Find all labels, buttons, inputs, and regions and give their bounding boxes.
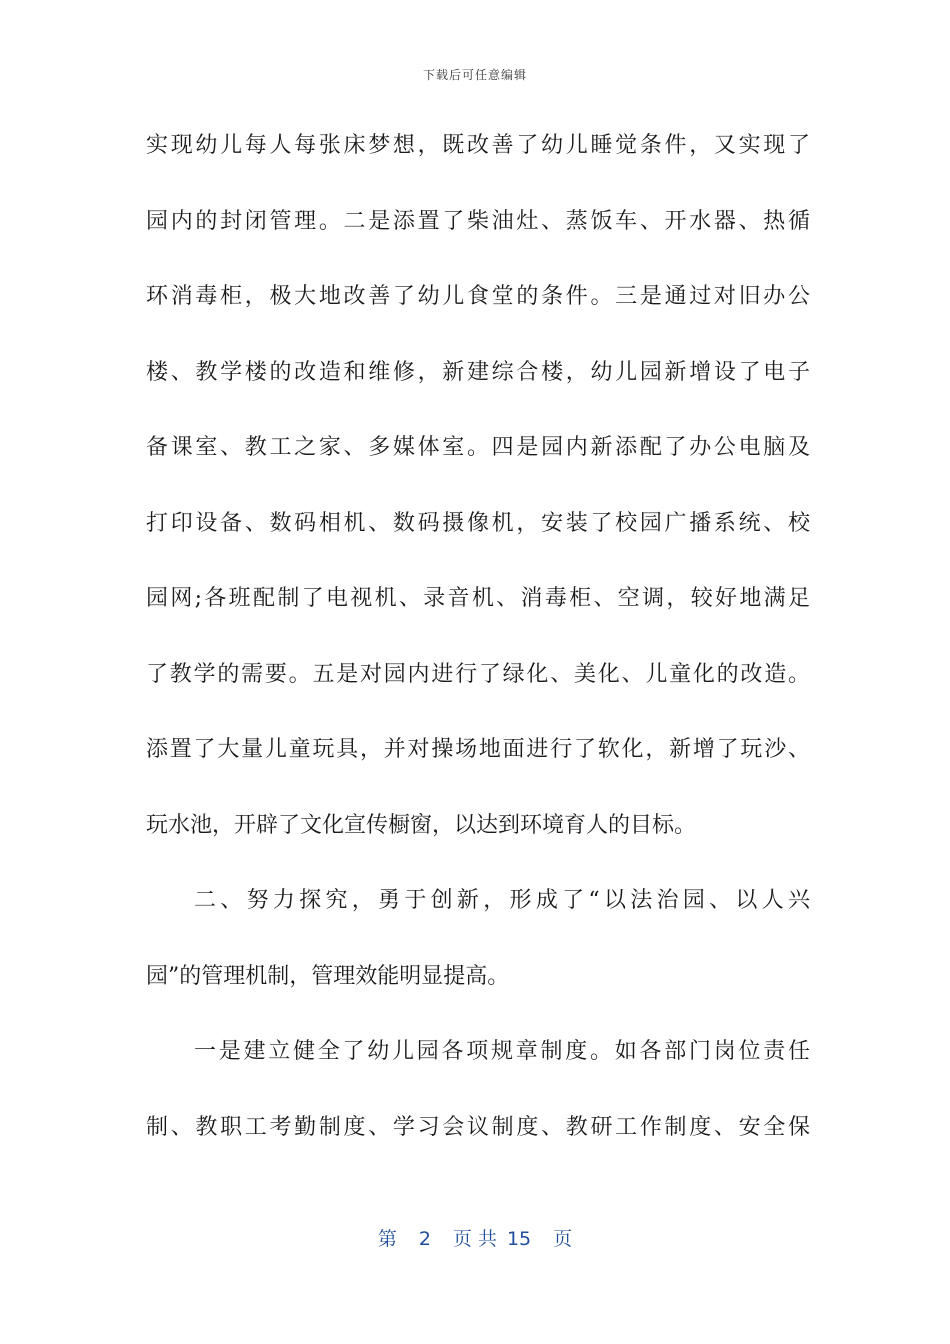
footer-suffix: 页 — [553, 1228, 573, 1250]
text-line: 备课室、教工之家、多媒体室。四是园内新添配了办公电脑及 — [146, 435, 810, 460]
footer-prefix: 第 — [377, 1228, 397, 1250]
text-line: 楼、教学楼的改造和维修，新建综合楼，幼儿园新增设了电子 — [146, 359, 810, 385]
document-body — [146, 118, 810, 1175]
text-line: 一是建立健全了幼儿园各项规章制度。如各部门岗位责任 — [194, 1039, 810, 1064]
current-page-number: 2 — [418, 1228, 431, 1250]
page-header-note: 下载后可任意编辑 — [422, 68, 527, 82]
total-pages-number: 15 — [506, 1228, 532, 1250]
text-line: 添置了大量儿童玩具，并对操场地面进行了软化，新增了玩沙、 — [146, 737, 810, 762]
text-line: 实现幼儿每人每张床梦想，既改善了幼儿睡觉条件，又实现了 — [146, 133, 810, 158]
page-footer — [0, 1224, 950, 1251]
footer-middle: 页 共 — [452, 1228, 497, 1250]
text-line: 制、教职工考勤制度、学习会议制度、教研工作制度、安全保 — [146, 1114, 810, 1140]
section-heading-line: 二、努力探究，勇于创新，形成了“以法治园、以人兴 — [194, 888, 810, 913]
section-heading-line: 园”的管理机制，管理效能明显提高。 — [146, 963, 510, 989]
text-line: 园网;各班配制了电视机、录音机、消毒柜、空调，较好地满足 — [146, 586, 810, 611]
text-line: 打印设备、数码相机、数码摄像机，安装了校园广播系统、校 — [146, 510, 810, 536]
text-line: 玩水池，开辟了文化宣传橱窗，以达到环境育人的目标。 — [146, 812, 697, 838]
text-line: 园内的封闭管理。二是添置了柴油灶、蒸饭车、开水器、热循 — [146, 208, 810, 234]
text-line: 环消毒柜，极大地改善了幼儿食堂的条件。三是通过对旧办公 — [146, 284, 810, 309]
text-line: 了教学的需要。五是对园内进行了绿化、美化、儿童化的改造。 — [146, 661, 810, 687]
